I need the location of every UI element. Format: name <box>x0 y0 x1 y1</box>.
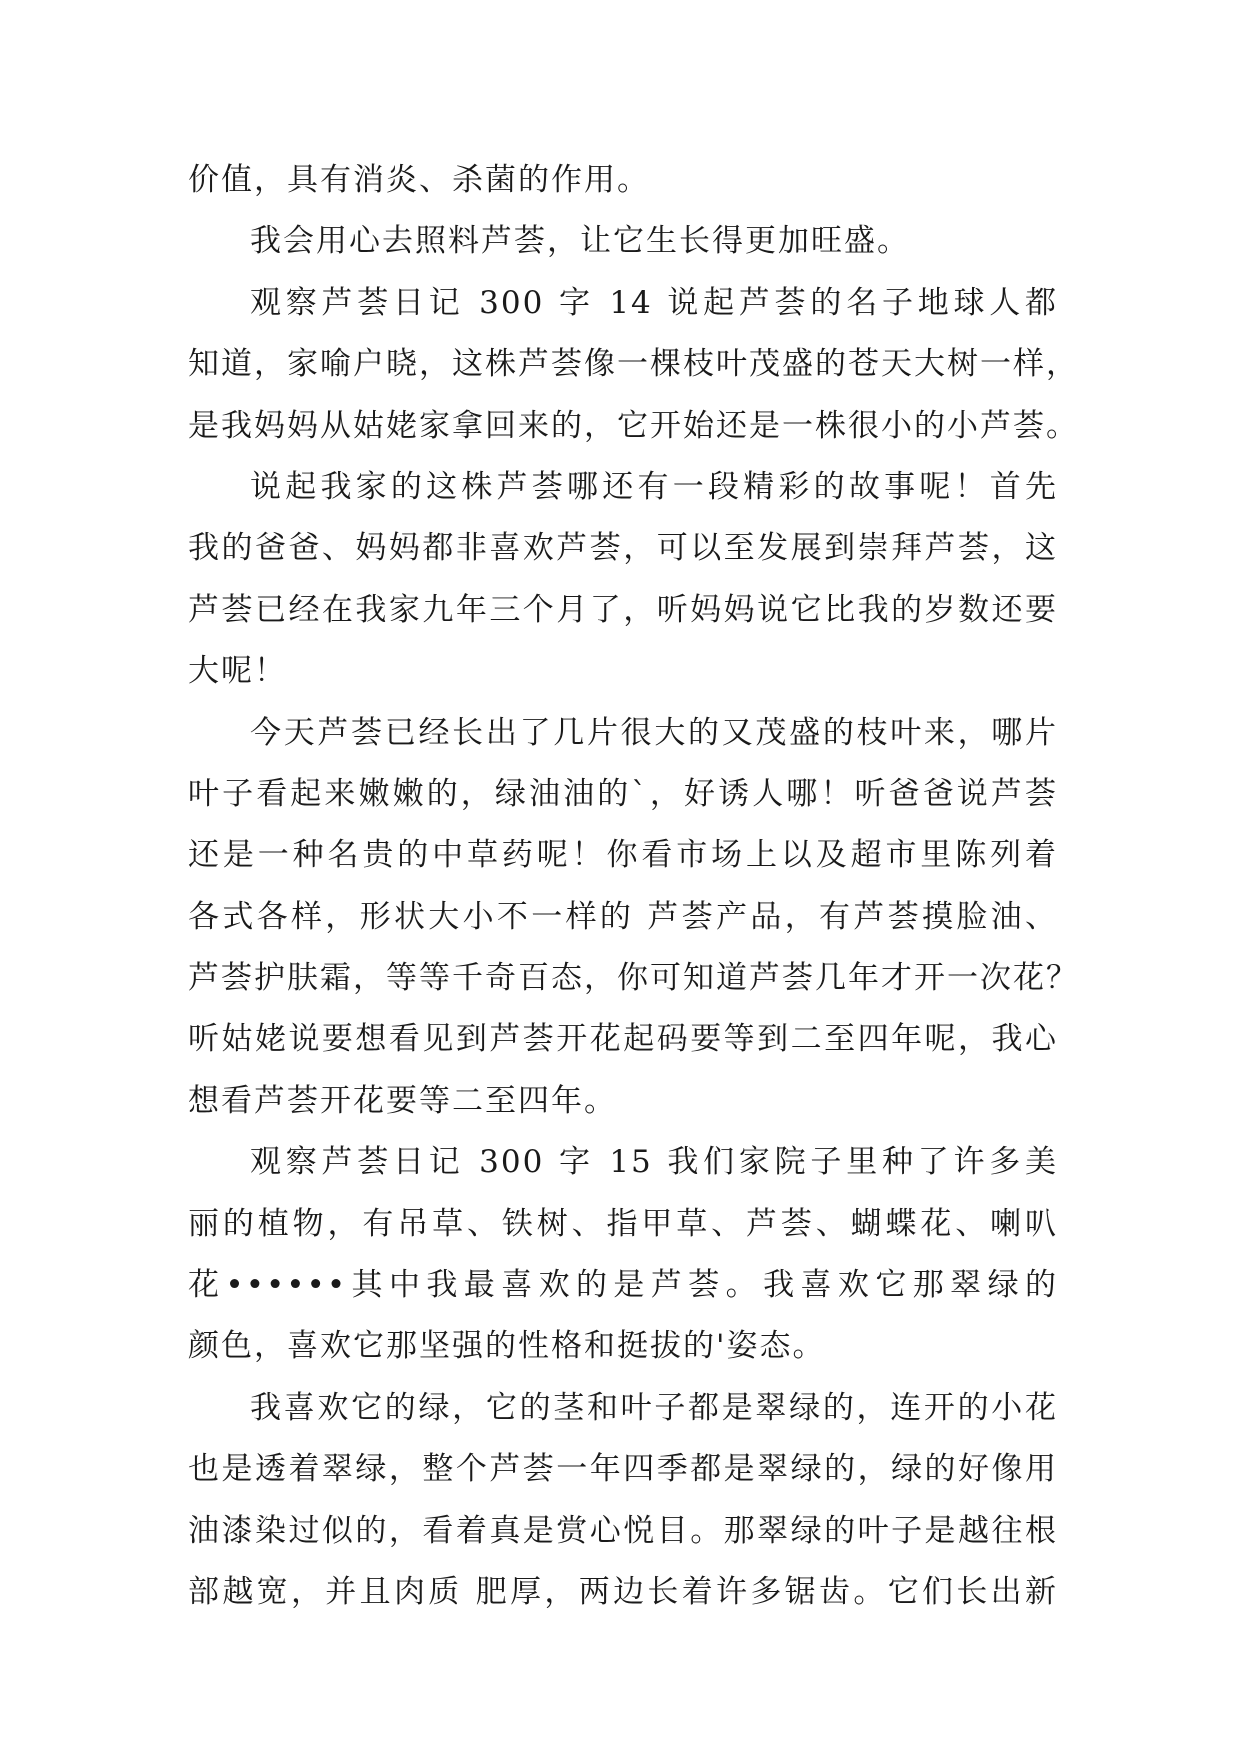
text-line: 芦荟已经在我家九年三个月了，听妈妈说它比我的岁数还要 <box>188 591 1058 628</box>
text-line: 也是透着翠绿，整个芦荟一年四季都是翠绿的，绿的好像用 <box>188 1451 1058 1488</box>
text-line: 说起我家的这株芦荟哪还有一段精彩的故事呢！首先 <box>250 468 1058 505</box>
text-line: 我喜欢它的绿，它的茎和叶子都是翠绿的，连开的小花 <box>250 1389 1058 1426</box>
text-line: 大呢！ <box>188 653 287 690</box>
text-line: 观察芦荟日记 300 字 15 我们家院子里种了许多美 <box>250 1144 1058 1181</box>
text-line: 我的爸爸、妈妈都非喜欢芦荟，可以至发展到崇拜芦荟，这 <box>188 530 1058 567</box>
document-body <box>188 150 1079 1623</box>
text-line: 叶子看起来嫩嫩的，绿油油的`，好诱人哪！听爸爸说芦荟 <box>188 775 1058 812</box>
text-line: 还是一种名贵的中草药呢！你看市场上以及超市里陈列着 <box>188 837 1058 874</box>
text-line: 各式各样，形状大小不一样的 芦荟产品，有芦荟摸脸油、 <box>188 898 1058 935</box>
text-line: 观察芦荟日记 300 字 14 说起芦荟的名子地球人都 <box>250 284 1058 321</box>
text-line: 油漆染过似的，看着真是赏心悦目。那翠绿的叶子是越往根 <box>188 1512 1058 1549</box>
text-line: 丽的植物，有吊草、铁树、指甲草、芦荟、蝴蝶花、喇叭 <box>188 1205 1058 1242</box>
text-line: 想看芦荟开花要等二至四年。 <box>188 1082 617 1119</box>
text-line: 今天芦荟已经长出了几片很大的又茂盛的枝叶来，哪片 <box>250 714 1058 751</box>
text-line: 知道，家喻户晓，这株芦荟像一棵枝叶茂盛的苍天大树一样， <box>188 346 1079 383</box>
text-line: 听姑姥说要想看见到芦荟开花起码要等到二至四年呢，我心 <box>188 1021 1058 1058</box>
text-line: 花••••••其中我最喜欢的是芦荟。我喜欢它那翠绿的 <box>188 1267 1058 1304</box>
text-line: 部越宽，并且肉质 肥厚，两边长着许多锯齿。它们长出新 <box>188 1573 1058 1610</box>
text-line: 我会用心去照料芦荟，让它生长得更加旺盛。 <box>250 223 910 260</box>
text-line: 芦荟护肤霜，等等千奇百态，你可知道芦荟几年才开一次花？ <box>188 960 1079 997</box>
text-line: 价值，具有消炎、杀菌的作用。 <box>188 162 650 198</box>
text-line: 是我妈妈从姑姥家拿回来的，它开始还是一株很小的小芦荟。 <box>188 407 1079 444</box>
text-line: 颜色，喜欢它那坚强的性格和挺拔的'姿态。 <box>188 1328 826 1365</box>
